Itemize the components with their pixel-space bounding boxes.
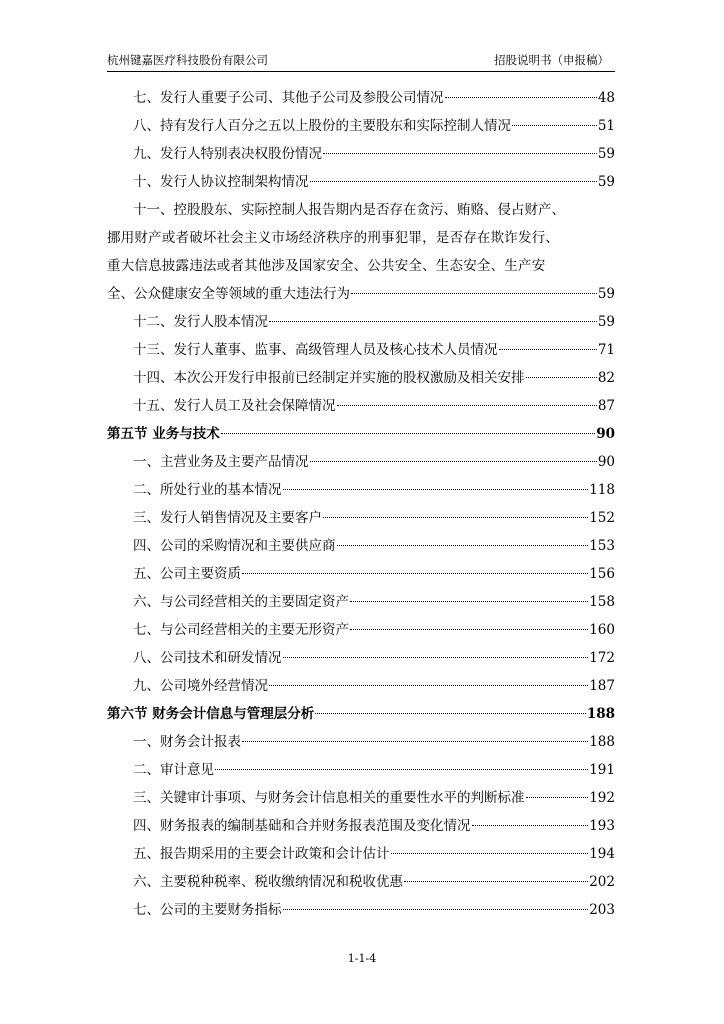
dot-leader (283, 909, 589, 910)
toc-entry-label: 九、发行人特别表决权股份情况 (133, 146, 322, 162)
toc-entry-label: 十四、本次公开发行申报前已经制定并实施的股权激励及相关安排 (133, 370, 525, 386)
dot-leader (472, 825, 589, 826)
toc-entry[interactable] (107, 616, 615, 644)
toc-entry-page: 160 (589, 622, 615, 638)
dot-leader (315, 713, 586, 714)
page-number: 1-1-4 (347, 952, 377, 965)
toc-entry-page: 152 (589, 510, 615, 526)
toc-entry-label: 四、公司的采购情况和主要供应商 (133, 538, 336, 554)
toc-entry-page: 158 (589, 594, 615, 610)
dot-leader (310, 181, 597, 182)
toc-entry[interactable] (107, 812, 615, 840)
dot-leader (323, 153, 597, 154)
toc-entry-label: 三、关键审计事项、与财务会计信息相关的重要性水平的判断标准 (133, 790, 525, 806)
toc-entry-label: 九、公司境外经营情况 (133, 678, 268, 694)
dot-leader (221, 433, 596, 434)
dot-leader (512, 125, 597, 126)
toc-section-label: 第六节 财务会计信息与管理层分析 (107, 706, 315, 722)
toc-entry[interactable] (107, 784, 615, 812)
toc-entry-page: 187 (589, 678, 615, 694)
toc-entry[interactable] (107, 532, 615, 560)
dot-leader (242, 573, 588, 574)
toc-section-heading[interactable] (107, 420, 615, 448)
toc-entry-label: 二、所处行业的基本情况 (133, 482, 282, 498)
dot-leader (269, 321, 597, 322)
toc-entry-label: 十五、发行人员工及社会保障情况 (133, 398, 336, 414)
toc-entry-page: 193 (589, 818, 615, 834)
toc-entry-label-line: 全、公众健康安全等领域的重大违法行为 (107, 286, 350, 302)
toc-section-heading[interactable] (107, 700, 615, 728)
toc-entry[interactable] (107, 476, 615, 504)
toc-entry[interactable] (107, 168, 615, 196)
toc-entry-page: 172 (589, 650, 615, 666)
toc-entry[interactable] (107, 868, 615, 896)
toc-entry[interactable] (107, 308, 615, 336)
toc-entry-label: 六、与公司经营相关的主要固定资产 (133, 594, 349, 610)
toc-entry-page: 59 (597, 286, 615, 302)
dot-leader (337, 545, 589, 546)
toc-entry-page: 51 (597, 118, 615, 134)
dot-leader (283, 657, 589, 658)
toc-entry-label: 七、与公司经营相关的主要无形资产 (133, 622, 349, 638)
toc-entry-page: 188 (589, 734, 615, 750)
toc-entry-page: 48 (597, 90, 615, 106)
dot-leader (526, 797, 589, 798)
toc-entry-page: 118 (589, 482, 615, 498)
toc-section-label: 第五节 业务与技术 (107, 426, 220, 442)
toc-entry-page: 87 (597, 398, 615, 414)
dot-leader (499, 349, 597, 350)
toc-entry-page: 59 (597, 174, 615, 190)
toc-entry-label: 八、公司技术和研发情况 (133, 650, 282, 666)
toc-entry[interactable] (107, 896, 615, 924)
toc-entry-page: 191 (589, 762, 615, 778)
toc-entry-label: 七、发行人重要子公司、其他子公司及参股公司情况 (133, 90, 444, 106)
toc-entry-page: 202 (589, 874, 615, 890)
dot-leader (350, 601, 588, 602)
page-header (107, 49, 615, 72)
dot-leader (337, 405, 597, 406)
toc-entry[interactable] (107, 112, 615, 140)
dot-leader (391, 853, 589, 854)
toc-entry-page: 59 (597, 146, 615, 162)
toc-entry[interactable] (107, 392, 615, 420)
toc-entry[interactable] (107, 448, 615, 476)
toc-entry[interactable] (107, 364, 615, 392)
dot-leader (526, 377, 597, 378)
toc-entry[interactable] (107, 504, 615, 532)
toc-entry[interactable] (107, 728, 615, 756)
toc-entry-page: 90 (597, 454, 615, 470)
toc-entry-label: 一、财务会计报表 (133, 734, 241, 750)
toc-entry-page: 156 (589, 566, 615, 582)
toc-entry[interactable] (107, 840, 615, 868)
toc-entry-label: 五、公司主要资质 (133, 566, 241, 582)
toc-entry-label-line: 十一、控股股东、实际控制人报告期内是否存在贪污、贿赂、侵占财产、 (133, 202, 565, 218)
table-of-contents (107, 84, 615, 924)
toc-entry-label: 十、发行人协议控制架构情况 (133, 174, 309, 190)
toc-entry-label: 十三、发行人董事、监事、高级管理人员及核心技术人员情况 (133, 342, 498, 358)
dot-leader (351, 293, 597, 294)
toc-entry[interactable] (107, 84, 615, 112)
toc-entry-label: 六、主要税种税率、税收缴纳情况和税收优惠 (133, 874, 403, 890)
dot-leader (404, 881, 588, 882)
toc-entry-label-line: 重大信息披露违法或者其他涉及国家安全、公共安全、生态安全、生产安 (107, 258, 546, 274)
dot-leader (350, 629, 588, 630)
toc-entry-label: 四、财务报表的编制基础和合并财务报表范围及变化情况 (133, 818, 471, 834)
toc-section-page: 90 (596, 426, 615, 442)
company-name: 杭州键嘉医疗科技股份有限公司 (107, 53, 268, 67)
toc-entry-page: 203 (589, 902, 615, 918)
toc-entry-page: 192 (589, 790, 615, 806)
toc-entry[interactable] (107, 336, 615, 364)
toc-entry-label-line: 挪用财产或者破坏社会主义市场经济秩序的刑事犯罪，是否存在欺诈发行、 (107, 230, 560, 246)
dot-leader (215, 769, 588, 770)
dot-leader (269, 685, 588, 686)
dot-leader (283, 489, 589, 490)
dot-leader (310, 461, 597, 462)
toc-entry-label: 二、审计意见 (133, 762, 214, 778)
toc-entry-multiline[interactable] (107, 196, 615, 308)
toc-entry[interactable] (107, 588, 615, 616)
document-title: 招股说明书（申报稿） (494, 53, 609, 67)
toc-entry-page: 194 (589, 846, 615, 862)
toc-entry-page: 71 (597, 342, 615, 358)
toc-entry-page: 59 (597, 314, 615, 330)
dot-leader (242, 741, 588, 742)
toc-entry[interactable] (107, 140, 615, 168)
toc-entry[interactable] (107, 672, 615, 700)
toc-entry-label: 七、公司的主要财务指标 (133, 902, 282, 918)
toc-entry-page: 153 (589, 538, 615, 554)
toc-entry-label: 三、发行人销售情况及主要客户 (133, 510, 322, 526)
dot-leader (445, 97, 597, 98)
toc-entry-label: 八、持有发行人百分之五以上股份的主要股东和实际控制人情况 (133, 118, 511, 134)
toc-entry-page: 82 (597, 370, 615, 386)
toc-section-page: 188 (586, 706, 615, 722)
dot-leader (323, 517, 588, 518)
toc-entry-label: 一、主营业务及主要产品情况 (133, 454, 309, 470)
toc-entry-label: 五、报告期采用的主要会计政策和会计估计 (133, 846, 390, 862)
toc-entry[interactable] (107, 756, 615, 784)
toc-entry[interactable] (107, 560, 615, 588)
toc-entry-label: 十二、发行人股本情况 (133, 314, 268, 330)
toc-entry[interactable] (107, 644, 615, 672)
